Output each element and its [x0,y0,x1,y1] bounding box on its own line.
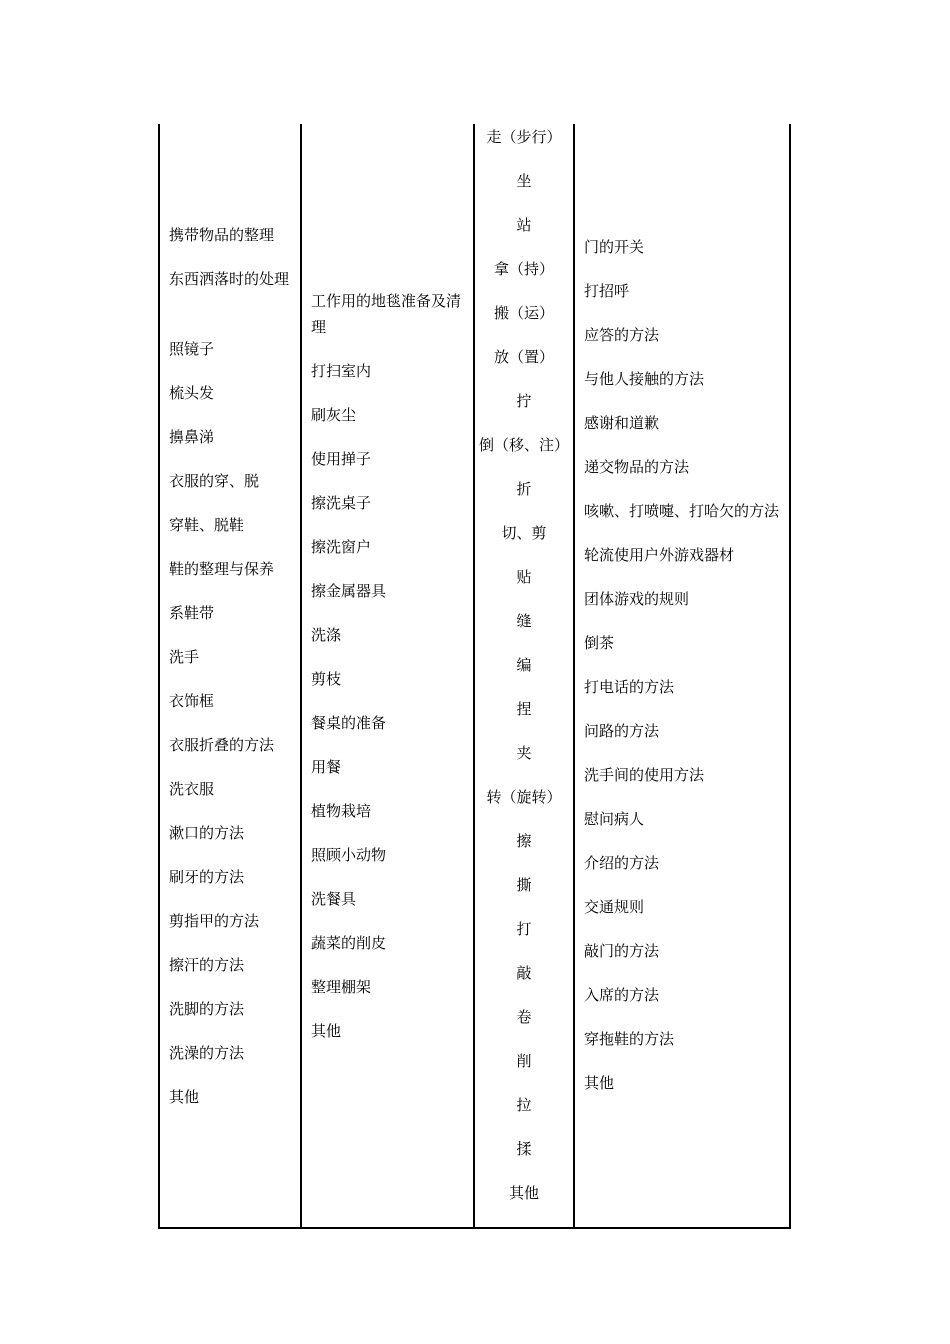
column-environment-care [311,288,471,1062]
list-item: 缝 [516,612,532,630]
list-item: 感谢和道歉 [584,414,660,432]
list-item: 其他 [508,1184,539,1202]
list-item: 打招呼 [584,282,630,300]
list-item: 擦汗的方法 [169,956,245,974]
list-item: 应答的方法 [584,326,660,344]
list-item: 团体游戏的规则 [584,590,690,608]
list-item: 介绍的方法 [584,854,660,872]
list-item: 贴 [516,568,532,586]
list-item: 切、剪 [501,524,547,542]
list-item: 倒茶 [584,634,615,652]
list-item: 洗涤 [311,626,342,644]
list-item: 打 [516,920,532,938]
list-item: 洗澡的方法 [169,1044,245,1062]
list-item: 餐桌的准备 [311,714,387,732]
list-item: 擤鼻涕 [169,428,215,446]
list-item: 转（旋转） [486,788,562,806]
list-item: 坐 [516,172,532,190]
column-divider-1 [300,124,302,1229]
list-item: 门的开关 [584,238,645,256]
list-item: 衣服的穿、脱 [169,472,260,490]
list-item: 擦洗桌子 [311,494,372,512]
column-basic-movements [475,124,573,1224]
list-item: 刷牙的方法 [169,868,245,886]
list-item: 穿鞋、脱鞋 [169,516,245,534]
list-item: 搬（运） [493,304,554,322]
list-item: 洗餐具 [311,890,357,908]
list-item: 放（置） [493,348,554,366]
list-item: 轮流使用户外游戏器材 [584,546,735,564]
list-item: 洗手间的使用方法 [584,766,705,784]
list-item: 走（步行） [486,128,562,146]
list-item: 打电话的方法 [584,678,675,696]
list-item: 慰问病人 [584,810,645,828]
list-item: 刷灰尘 [311,406,357,424]
list-item: 鞋的整理与保养 [169,560,275,578]
list-item: 蔬菜的削皮 [311,934,387,952]
list-item: 与他人接触的方法 [584,370,705,388]
list-item: 洗衣服 [169,780,215,798]
activity-table [158,124,791,1229]
list-item: 衣服折叠的方法 [169,736,275,754]
list-item: 入席的方法 [584,986,660,1004]
list-item: 使用掸子 [311,450,372,468]
list-item: 站 [516,216,532,234]
list-item: 咳嗽、打喷嚏、打哈欠的方法 [584,502,780,520]
list-item: 夹 [516,744,532,762]
list-item: 照顾小动物 [311,846,387,864]
list-item: 交通规则 [584,898,645,916]
list-item: 洗脚的方法 [169,1000,245,1018]
list-item: 折 [516,480,532,498]
column-social-manners [584,234,784,1114]
list-item: 撕 [516,876,532,894]
list-item: 梳头发 [169,384,215,402]
list-item: 捏 [516,700,532,718]
list-item: 拧 [516,392,532,410]
column-self-care [169,222,299,1128]
list-item: 整理棚架 [311,978,372,996]
list-item: 擦洗窗户 [311,538,372,556]
table-border-left [158,124,160,1229]
list-item: 擦 [516,832,532,850]
list-item: 衣饰框 [169,692,215,710]
list-item: 其他 [311,1022,342,1040]
list-item: 东西洒落时的处理 [169,270,290,288]
list-item: 其他 [169,1088,200,1106]
list-item: 倒（移、注） [478,436,569,454]
list-item: 敲 [516,964,532,982]
table-border-right [789,124,791,1229]
list-item: 擦金属器具 [311,582,387,600]
list-item: 剪指甲的方法 [169,912,260,930]
list-item: 削 [516,1052,532,1070]
list-item: 穿拖鞋的方法 [584,1030,675,1048]
table-border-bottom [158,1227,791,1229]
list-item: 敲门的方法 [584,942,660,960]
list-item: 其他 [584,1074,615,1092]
column-divider-3 [573,124,575,1229]
list-item: 卷 [516,1008,532,1026]
list-item: 问路的方法 [584,722,660,740]
list-item: 剪枝 [311,670,342,688]
list-item: 揉 [516,1140,532,1158]
list-item: 漱口的方法 [169,824,245,842]
list-item: 系鞋带 [169,604,215,622]
list-item: 工作用的地毯准备及清理 [311,292,462,336]
list-item: 拉 [516,1096,532,1114]
list-item: 拿（持） [493,260,554,278]
list-item: 打扫室内 [311,362,372,380]
list-item: 洗手 [169,648,200,666]
list-item: 用餐 [311,758,342,776]
list-item: 递交物品的方法 [584,458,690,476]
list-item: 照镜子 [169,340,215,358]
list-item: 携带物品的整理 [169,226,275,244]
list-item: 植物栽培 [311,802,372,820]
list-item: 编 [516,656,532,674]
